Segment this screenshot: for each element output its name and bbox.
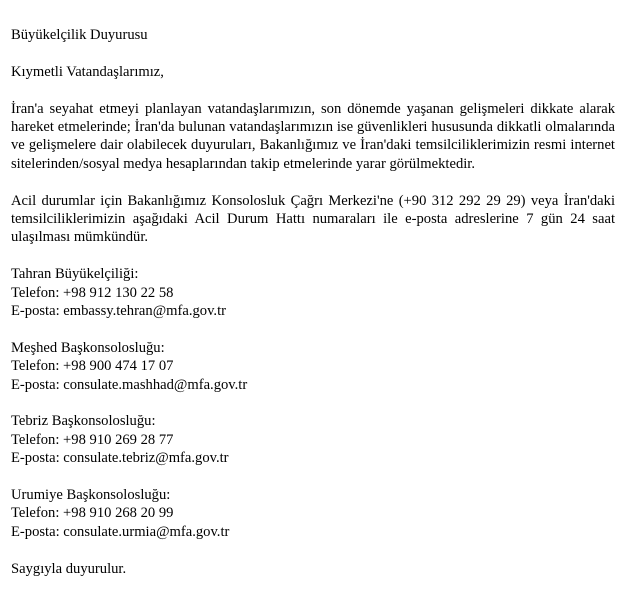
- announcement-document: [11, 26, 615, 578]
- salutation: Kıymetli Vatandaşlarımız,: [11, 63, 164, 80]
- mission-email: E-posta: embassy.tehran@mfa.gov.tr: [11, 303, 226, 320]
- document-heading: Büyükelçilik Duyurusu: [11, 27, 148, 43]
- mission-name: Urumiye Başkonsolosluğu:: [11, 487, 171, 504]
- mission-mashhad: [11, 339, 615, 394]
- paragraph-emergency-contact: Acil durumlar için Bakanlığımız Konsolosluk Çağrı Merkezi'ne (+90 312 292 29 29) veya İran'daki temsilciliklerimizin aşağıdaki Acil Durum Hattı numaraları ile e-posta adreslerine 7 gün 24 saat ulaşılması mümkündür.: [11, 192, 615, 246]
- mission-name: Tebriz Başkonsolosluğu:: [11, 413, 156, 430]
- mission-urmia: [11, 486, 615, 541]
- mission-email: E-posta: consulate.mashhad@mfa.gov.tr: [11, 376, 248, 393]
- mission-phone: Telefon: +98 910 269 28 77: [11, 431, 174, 448]
- mission-phone: Telefon: +98 900 474 17 07: [11, 358, 174, 375]
- mission-phone: Telefon: +98 910 268 20 99: [11, 505, 174, 522]
- mission-tehran: [11, 265, 615, 320]
- mission-phone: Telefon: +98 912 130 22 58: [11, 284, 174, 301]
- closing-line: Saygıyla duyurulur.: [11, 560, 127, 577]
- mission-name: Tahran Büyükelçiliği:: [11, 266, 139, 283]
- mission-name: Meşhed Başkonsolosluğu:: [11, 339, 165, 356]
- mission-email: E-posta: consulate.tebriz@mfa.gov.tr: [11, 450, 229, 467]
- mission-tabriz: [11, 412, 615, 467]
- mission-email: E-posta: consulate.urmia@mfa.gov.tr: [11, 523, 230, 540]
- paragraph-travel-advice: İran'a seyahat etmeyi planlayan vatandaşlarımızın, son dönemde yaşanan gelişmeleri dikkate alarak hareket etmelerinde; İran'da bulunan vatandaşlarımızın ise güvenlikleri hususunda dikkatli olmalarında ve gelişmelere dair olabilecek duyuruları, Bakanlığımız ve İran'daki temsilciliklerimizin resmi internet sitelerinden/sosyal medya hesaplarından takip etmelerinde yarar görülmektedir.: [11, 100, 615, 172]
